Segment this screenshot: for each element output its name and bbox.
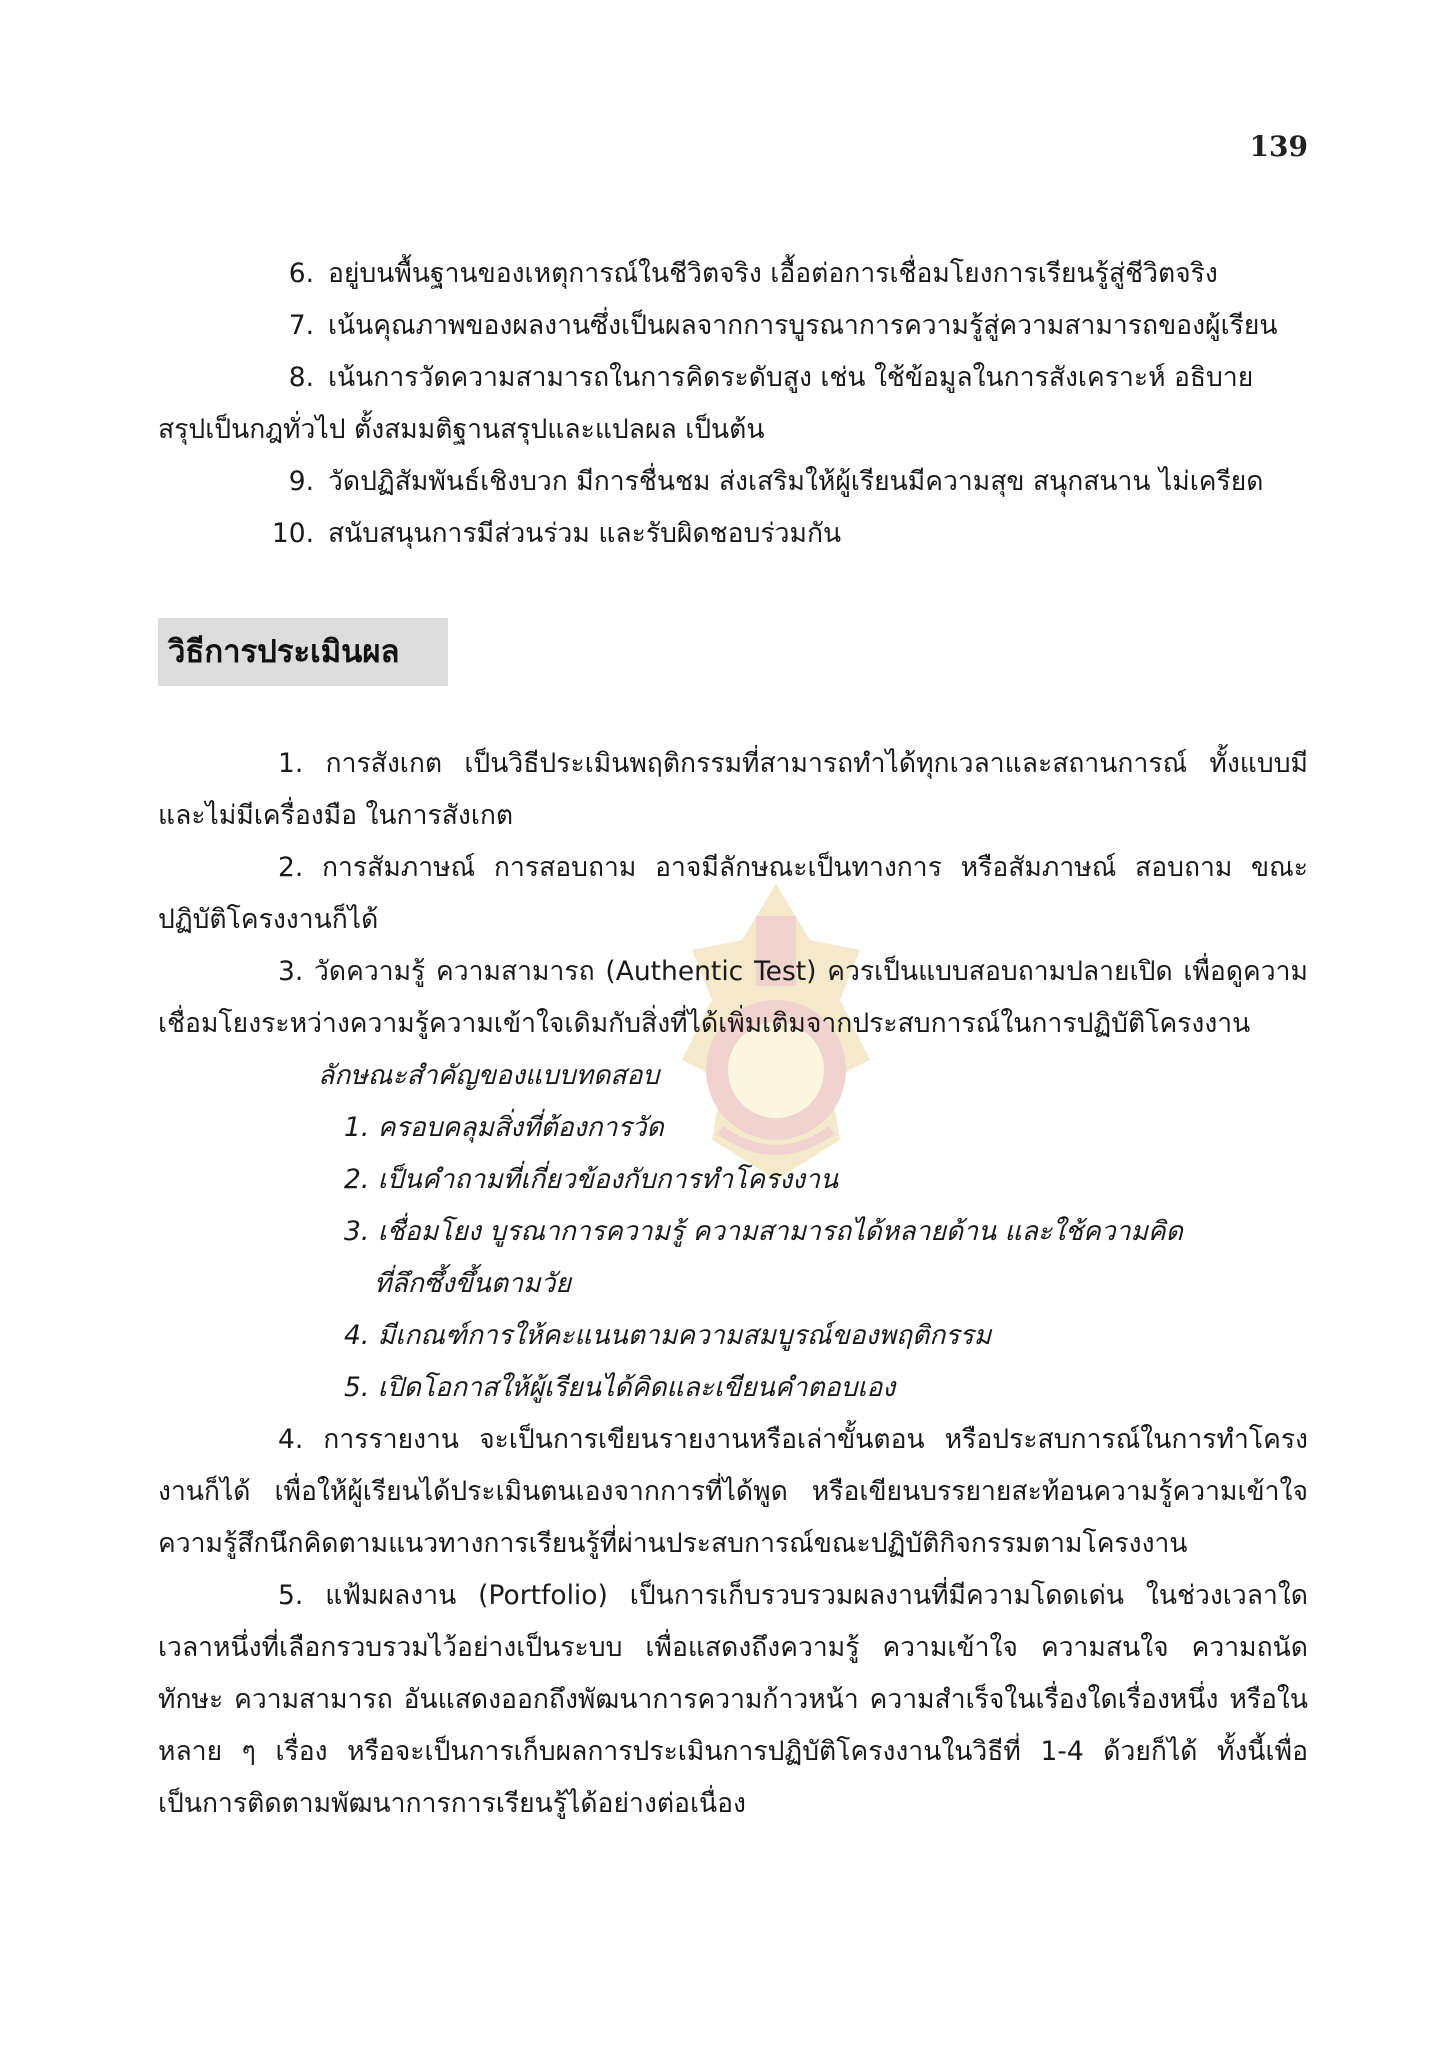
test-features-heading: ลักษณะสำคัญของแบบทดสอบ: [318, 1060, 660, 1091]
criteria-item-9: [158, 456, 1308, 508]
test-feature-number: 1.: [344, 1112, 370, 1143]
test-feature-item: [158, 1102, 1308, 1154]
test-feature-text: เป็นคำถามที่เกี่ยวข้องกับการทำโครงงาน: [377, 1164, 839, 1195]
criteria-item-text: อยู่บนพื้นฐานของเหตุการณ์ในชีวิตจริง เอื้อต่อการเชื่อมโยงการเรียนรู้สู่ชีวิตจริง: [328, 258, 1218, 289]
test-feature-number: 4.: [344, 1320, 370, 1351]
test-feature-text: เชื่อมโยง บูรณาการความรู้ ความสามารถได้หลายด้าน และใช้ความคิด: [377, 1216, 1183, 1247]
method-3-paragraph: 3. วัดความรู้ ความสามารถ (Authentic Test) ควรเป็นแบบสอบถามปลายเปิด เพื่อดูความเชื่อมโยงระหว่างความรู้ความเข้าใจเดิมกับสิ่งที่ได้เพิ่มเติมจากประสบการณ์ในการปฏิบัติโครงงาน: [158, 956, 1308, 1039]
criteria-item-number: 7.: [288, 310, 314, 341]
test-feature-number: 5.: [344, 1372, 370, 1403]
test-feature-item: [158, 1206, 1308, 1310]
section-heading-text: วิธีการประเมินผล: [168, 634, 400, 670]
test-feature-item: [158, 1362, 1308, 1414]
criteria-item-text: เน้นการวัดความสามารถในการคิดระดับสูง เช่น ใช้ข้อมูลในการสังเคราะห์ อธิบาย: [328, 362, 1254, 393]
method-4-paragraph: 4. การรายงาน จะเป็นการเขียนรายงานหรือเล่าขั้นตอน หรือประสบการณ์ในการทำโครงงานก็ได้ เพื่อให้ผู้เรียนได้ประเมินตนเองจากการที่ได้พูด หรือเขียนบรรยายสะท้อนความรู้ความเข้าใจ ความรู้สึกนึกคิดตามแนวทางการเรียนรู้ที่ผ่านประสบการณ์ขณะปฏิบัติกิจกรรมตามโครงงาน: [158, 1424, 1308, 1559]
criteria-item-number: 10.: [271, 518, 314, 549]
criteria-item-8: [158, 352, 1308, 404]
test-feature-item: [158, 1310, 1308, 1362]
criteria-item-text: เน้นคุณภาพของผลงานซึ่งเป็นผลจากการบูรณาการความรู้สู่ความสามารถของผู้เรียน: [328, 310, 1278, 341]
criteria-item-10: [158, 508, 1308, 560]
method-5-paragraph: 5. แฟ้มผลงาน (Portfolio) เป็นการเก็บรวบรวมผลงานที่มีความโดดเด่น ในช่วงเวลาใดเวลาหนึ่งที่เลือกรวบรวมไว้อย่างเป็นระบบ เพื่อแสดงถึงความรู้ ความเข้าใจ ความสนใจ ความถนัด ทักษะ ความสามารถ อันแสดงออกถึงพัฒนาการความก้าวหน้า ความสำเร็จในเรื่องใดเรื่องหนึ่ง หรือในหลาย ๆ เรื่อง หรือจะเป็นการเก็บผลการประเมินการปฏิบัติโครงงานในวิธีที่ 1-4 ด้วยก็ได้ ทั้งนี้เพื่อเป็นการติดตามพัฒนาการการเรียนรู้ได้อย่างต่อเนื่อง: [158, 1580, 1308, 1819]
page-content: [158, 248, 1308, 1830]
test-feature-text: ครอบคลุมสิ่งที่ต้องการวัด: [377, 1112, 664, 1143]
test-feature-text: เปิดโอกาสให้ผู้เรียนได้คิดและเขียนคำตอบเอง: [377, 1372, 896, 1403]
criteria-item-6: [158, 248, 1308, 300]
criteria-item-7: [158, 300, 1308, 352]
test-feature-text: มีเกณฑ์การให้คะแนนตามความสมบูรณ์ของพฤติกรรม: [377, 1320, 992, 1351]
page-number: 139: [1249, 130, 1308, 163]
criteria-item-text: วัดปฏิสัมพันธ์เชิงบวก มีการชื่นชม ส่งเสริมให้ผู้เรียนมีความสุข สนุกสนาน ไม่เครียด: [328, 466, 1264, 497]
section-heading: [158, 618, 448, 686]
test-feature-item: [158, 1154, 1308, 1206]
criteria-item-number: 8.: [288, 362, 314, 393]
criteria-item-number: 9.: [288, 466, 314, 497]
criteria-item-8-continuation: สรุปเป็นกฎทั่วไป ตั้งสมมติฐานสรุปและแปลผล เป็นต้น: [158, 414, 765, 445]
criteria-item-text: สนับสนุนการมีส่วนร่วม และรับผิดชอบร่วมกัน: [328, 518, 842, 549]
method-1-paragraph: 1. การสังเกต เป็นวิธีประเมินพฤติกรรมที่สามารถทำได้ทุกเวลาและสถานการณ์ ทั้งแบบมีและไม่มีเครื่องมือ ในการสังเกต: [158, 748, 1308, 831]
test-feature-number: 3.: [344, 1216, 370, 1247]
test-feature-number: 2.: [344, 1164, 370, 1195]
test-feature-continuation: ที่ลึกซึ้งขึ้นตามวัย: [374, 1268, 571, 1299]
criteria-item-number: 6.: [288, 258, 314, 289]
method-2-paragraph: 2. การสัมภาษณ์ การสอบถาม อาจมีลักษณะเป็นทางการ หรือสัมภาษณ์ สอบถาม ขณะปฏิบัติโครงงานก็ได้: [158, 852, 1308, 935]
